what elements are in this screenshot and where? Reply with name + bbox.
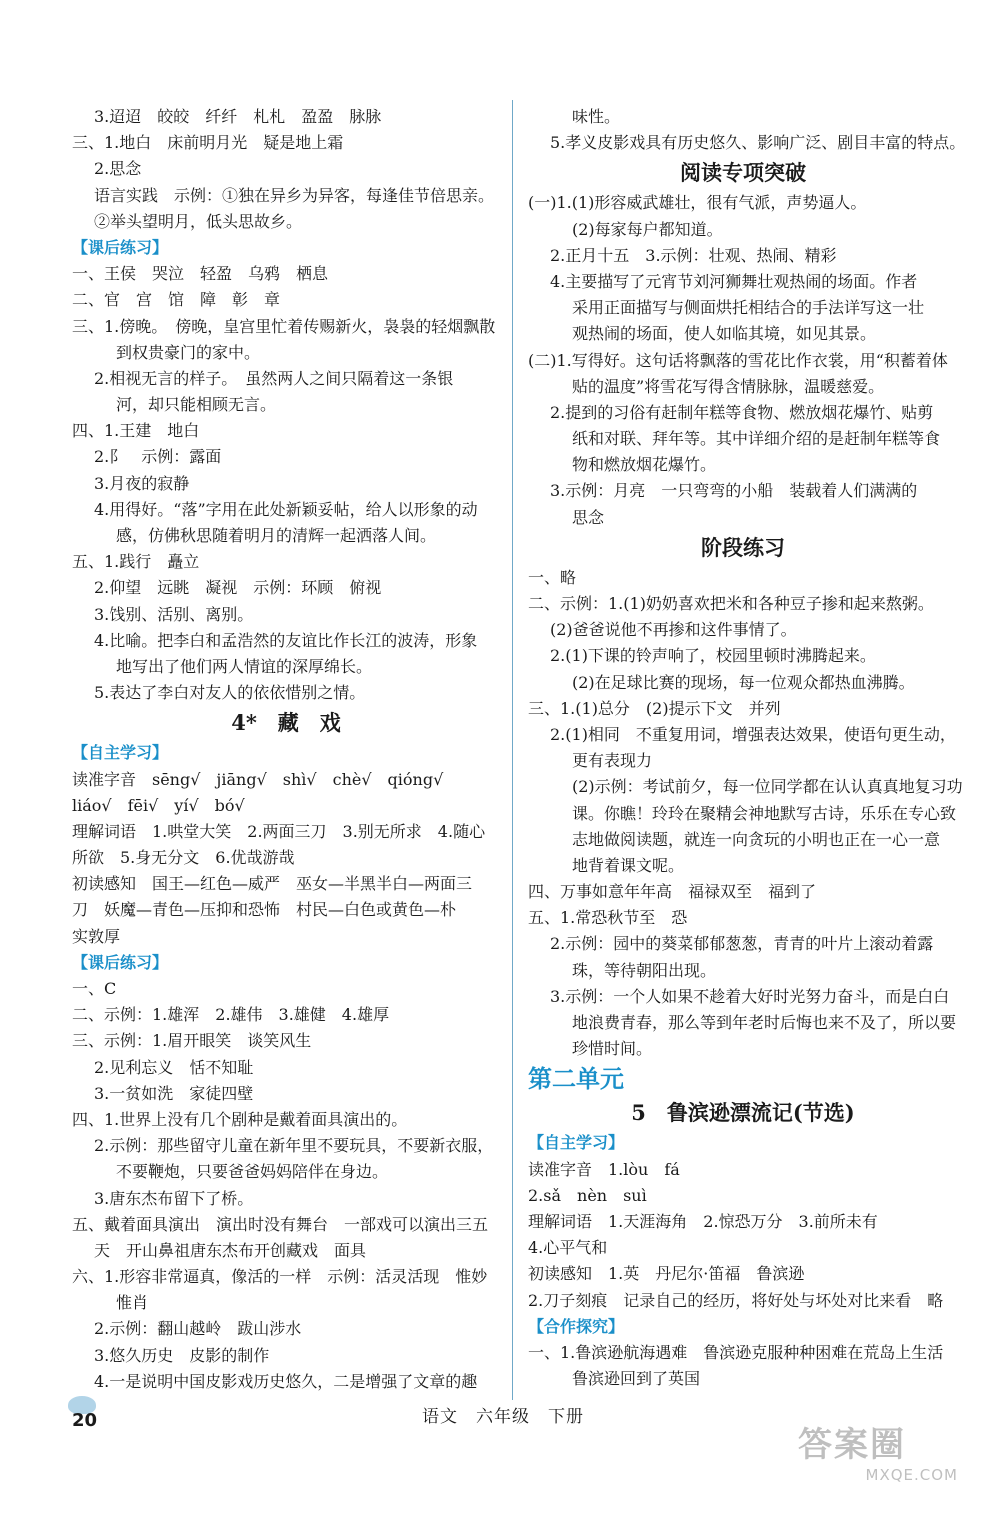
answer-line: 3.示例：一个人如果不趁着大好时光努力奋斗，而是白白 [550,986,950,1006]
answer-line: 4.主要描写了元宵节刘河狮舞壮观热闹的场面。作者 [550,271,918,291]
answer-line: 一、略 [528,567,577,587]
answer-line: 5.表达了李白对友人的依依惜别之情。 [94,683,366,703]
answer-line: 惟肖 [116,1293,149,1313]
answer-line: 3.一贫如洗 家徒四壁 [94,1083,254,1103]
answer-line: 语言实践 示例：①独在异乡为异客，每逢佳节倍思亲。 [94,185,495,205]
answer-line: 5.孝义皮影戏具有历史悠久、影响广泛、剧目丰富的特点。 [550,133,966,153]
answer-line: 地浪费青春，那么等到年老时后悔也来不及了，所以要 [572,1013,957,1032]
answer-line: 一、1.鲁滨逊航海遇难 鲁滨逊克服种种困难在荒岛上生活 [528,1342,944,1362]
answer-line: 纸和对联、拜年等。其中详细介绍的是赶制年糕等食 [572,429,941,449]
answer-line: 鲁滨逊回到了英国 [572,1369,701,1389]
answer-line: 采用正面描写与侧面烘托相结合的手法详写这一壮 [572,298,925,318]
answer-line: 2.提到的习俗有赶制年糕等食物、燃放烟花爆竹、贴剪 [550,402,934,422]
answer-line: 2.正月十五 3.示例：壮观、热闹、精彩 [550,245,837,265]
answer-line: 2.(1)下课的铃声响了，校园里顿时沸腾起来。 [550,646,876,666]
answer-line: (2)每家每户都知道。 [572,219,723,239]
section-heading: 【课后练习】 [72,952,169,972]
answer-line: 珍惜时间。 [572,1039,653,1059]
answer-line: 3.月夜的寂静 [94,473,190,493]
answer-line: 4.心平气和 [528,1238,608,1258]
answer-line: 贴的温度”将雪花写得含情脉脉，温暖慈爱。 [572,376,885,396]
answer-line: 味性。 [572,107,621,126]
column-divider [512,100,513,1400]
answer-line: 二、示例：1.雄浑 2.雄伟 3.雄健 4.雄厚 [72,1005,390,1025]
answer-line: 三、1.地白 床前明月光 疑是地上霜 [72,133,344,153]
answer-line: 3.饯别、活别、离别。 [94,604,254,624]
answer-line: 志地做阅读题，就连一向贪玩的小明也正在一心一意 [572,829,941,849]
answer-line: 四、1.王建 地白 [72,421,200,441]
answer-line: 初读感知 1.英 丹尼尔·笛福 鲁滨逊 [528,1264,805,1284]
section-heading: 【合作探究】 [528,1316,625,1336]
answer-line: 一、C [72,979,117,998]
answer-line: 天 开山鼻祖唐东杰布开创藏戏 面具 [94,1240,367,1260]
answer-line: (二)1.写得好。这句话将飘落的雪花比作衣裳，用“积蓄着体 [528,350,948,370]
answer-line: 到权贵豪门的家中。 [116,342,261,362]
chapter-title: 4* 藏 戏 [231,710,341,736]
unit-title: 第二单元 [528,1065,624,1094]
answer-line: 二、官 宫 馆 障 彰 章 [72,290,281,310]
section-heading: 【自主学习】 [528,1133,625,1153]
answer-line: 3.唐东杰布留下了桥。 [94,1188,254,1208]
answer-line: 2.仰望 远眺 凝视 示例：环顾 俯视 [94,578,382,598]
answer-line: 六、1.形容非常逼真，像活的一样 示例：活灵活现 惟妙 [72,1267,488,1287]
answer-line: 刀 妖魔—青色—压抑和恐怖 村民—白色或黄色—朴 [72,900,457,920]
answer-line: 2.见利忘义 恬不知耻 [94,1057,254,1077]
answer-line: 课。你瞧！玲玲在聚精会神地默写古诗，乐乐在专心致 [572,803,957,823]
answer-line: 地写出了他们两人情谊的深厚绵长。 [116,656,373,676]
answer-line: 一、王侯 哭泣 轻盈 乌鸦 栖息 [72,264,329,284]
answer-line: 三、示例：1.眉开眼笑 谈笑风生 [72,1031,312,1051]
answer-line: 五、1.践行 矗立 [72,552,200,572]
answer-line: 读准字音 1.lòu fá [528,1159,680,1179]
answer-line: (2)在足球比赛的现场，每一位观众都热血沸腾。 [572,672,915,692]
answer-line: 不要鞭炮，只要爸爸妈妈陪伴在身边。 [116,1162,389,1182]
answer-line: 2.阝 示例：露面 [94,447,222,467]
answer-line: 2.示例：翻山越岭 跋山涉水 [94,1319,302,1339]
answer-line: (2)爸爸说他不再掺和这件事情了。 [550,620,797,640]
answer-line: (一)1.(1)形容威武雄壮，很有气派，声势逼人。 [528,193,867,213]
watermark-logo: 答案圈 [798,1425,906,1465]
answer-line: 珠，等待朝阳出现。 [572,960,717,980]
answer-line: 思念 [572,507,605,527]
watermark-domain: MXQE.COM [865,1466,958,1484]
answer-line: 二、示例：1.(1)奶奶喜欢把米和各种豆子掺和起来熬粥。 [528,594,934,613]
chapter-title: 5 鲁滨逊漂流记(节选) [631,1100,855,1126]
answer-line: 2.思念 [94,159,142,179]
answer-line: 2.示例：那些留守儿童在新年里不要玩具，不要新衣服， [94,1136,494,1156]
answer-line: 理解词语 1.哄堂大笑 2.两面三刀 3.别无所求 4.随心 [72,821,486,841]
answer-line: 五、1.常恐秋节至 恐 [528,908,688,928]
answer-line: 所欲 5.身无分文 6.优哉游哉 [72,848,295,868]
answer-line: 四、万事如意年年高 福禄双至 福到了 [528,882,817,902]
answer-line: 初读感知 国王—红色—威严 巫女—半黑半白—两面三 [72,874,473,894]
answer-line: 3.示例：月亮 一只弯弯的小船 装载着人们满满的 [550,481,918,501]
chapter-title: 阅读专项突破 [680,160,806,186]
answer-line: 读准字音 sēng√ jiāng√ shì√ chè√ qióng√ [72,769,444,789]
answer-line: 观热闹的场面，使人如临其境，如见其景。 [572,324,877,344]
answer-line: 五、戴着面具演出 演出时没有舞台 一部戏可以演出三五 [72,1214,489,1234]
answer-line: ②举头望明月，低头思故乡。 [94,211,303,231]
answer-line: liáo√ fēi√ yí√ bó√ [72,795,245,815]
section-heading: 【自主学习】 [72,743,169,763]
answer-line: 地背着课文呢。 [572,855,685,875]
answer-line: 理解词语 1.天涯海角 2.惊恐万分 3.前所未有 [528,1211,878,1231]
answer-line: (2)示例：考试前夕，每一位同学都在认认真真地复习功 [572,777,963,797]
answer-line: 更有表现力 [572,751,653,771]
page-number: 20 [72,1410,98,1431]
book-info: 语文 六年级 下册 [422,1407,584,1427]
answer-line: 2.相视无言的样子。 虽然两人之间只隔着这一条银 [94,368,454,388]
answer-line: 三、1.(1)总分 (2)提示下文 并列 [528,698,781,718]
answer-line: 2.(1)相同 不重复用词，增强表达效果，使语句更生动， [550,724,956,744]
right-column [528,104,966,1392]
answer-line: 四、1.世界上没有几个剧种是戴着面具演出的。 [72,1109,408,1129]
answer-line: 三、1.傍晚。 傍晚，皇宫里忙着传赐新火，袅袅的轻烟飘散 [72,316,496,336]
answer-line: 3.迢迢 皎皎 纤纤 札札 盈盈 脉脉 [94,107,382,126]
answer-line: 4.一是说明中国皮影戏历史悠久，二是增强了文章的趣 [94,1371,478,1391]
answer-line: 3.悠久历史 皮影的制作 [94,1345,270,1365]
chapter-title: 阶段练习 [701,534,785,560]
answer-line: 河，却只能相顾无言。 [116,395,277,415]
left-column [72,104,500,1395]
answer-line: 物和燃放烟花爆竹。 [572,455,717,475]
section-heading: 【课后练习】 [72,237,169,257]
watermark [798,1417,958,1487]
answer-line: 2.sǎ nèn suì [528,1185,647,1205]
answer-line: 实敦厚 [72,926,121,946]
answer-line: 4.比喻。把李白和孟浩然的友谊比作长江的波涛，形象 [94,630,478,650]
answer-line: 2.刀子刻痕 记录自己的经历，将好处与坏处对比来看 略 [528,1290,944,1310]
answer-line: 4.用得好。“落”字用在此处新颖妥帖，给人以形象的动 [94,499,478,519]
answer-line: 感，仿佛秋思随着明月的清辉一起洒落人间。 [116,526,437,545]
answer-line: 2.示例：园中的葵菜郁郁葱葱，青青的叶片上滚动着露 [550,934,934,954]
